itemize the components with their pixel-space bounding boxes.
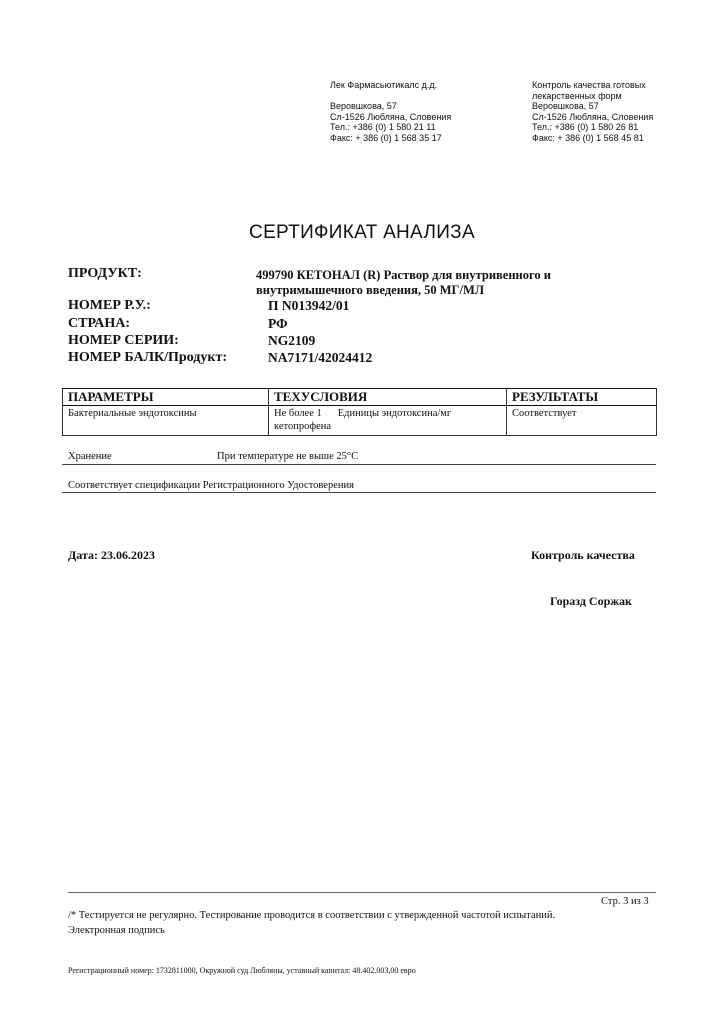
company-street: Веровшкова, 57 bbox=[330, 101, 397, 112]
qc-address-block bbox=[532, 80, 653, 144]
parameter-cell: Бактериальные эндотоксины bbox=[63, 406, 269, 436]
company-fax: Факс: + 386 (0) 1 568 35 17 bbox=[330, 132, 442, 143]
company-address-block bbox=[330, 80, 451, 144]
signer-name: Горазд Соржак bbox=[550, 594, 632, 608]
company-name: Лек Фармасьютикалс д.д. bbox=[330, 80, 438, 90]
storage-divider bbox=[62, 464, 656, 465]
country-label: СТРАНА: bbox=[68, 316, 130, 331]
qc-city: Сл-1526 Любляна, Словения bbox=[532, 111, 654, 122]
batch-number-value: NG2109 bbox=[268, 333, 316, 348]
certificate-date: Дата: 23.06.2023 bbox=[68, 548, 155, 562]
result-cell: Соответствует bbox=[507, 406, 657, 436]
product-label: ПРОДУКТ: bbox=[68, 266, 142, 281]
page-number: Стр. 3 из 3 bbox=[601, 896, 649, 907]
company-city: Сл-1526 Любляна, Словения bbox=[330, 111, 452, 122]
batch-number-label: НОМЕР СЕРИИ: bbox=[68, 333, 179, 348]
quality-control-label: Контроль качества bbox=[531, 548, 635, 562]
header-results: РЕЗУЛЬТАТЫ bbox=[507, 389, 657, 406]
registration-info: Регистрационный номер: 1732811000, Окружной суд Любляны, уставный капитал: 48.402.003,00 евро bbox=[68, 966, 416, 975]
storage-label: Хранение bbox=[68, 451, 112, 462]
bulk-number-value: NA7171/42024412 bbox=[268, 350, 373, 365]
header-parameters: ПАРАМЕТРЫ bbox=[63, 389, 269, 406]
parameters-table bbox=[62, 388, 657, 436]
footnote: /* Тестируется не регулярно. Тестирование проводится в соответствии с утвержденной частотой испытаний. bbox=[68, 910, 556, 921]
header-specifications: ТЕХУСЛОВИЯ bbox=[269, 389, 507, 406]
reg-number-label: НОМЕР Р.У.: bbox=[68, 298, 151, 313]
footer-divider bbox=[68, 892, 656, 893]
qc-fax: Факс: + 386 (0) 1 568 45 81 bbox=[532, 132, 644, 143]
document-title: СЕРТИФИКАТ АНАЛИЗА bbox=[249, 222, 475, 243]
spec-limit: Не более 1 bbox=[274, 408, 322, 419]
table-header-row bbox=[63, 389, 657, 406]
bulk-number-label: НОМЕР БАЛК/Продукт: bbox=[68, 350, 227, 365]
address-blank-line bbox=[330, 91, 451, 102]
qc-street: Веровшкова, 57 bbox=[532, 101, 599, 112]
product-value-line2: внутримышечного введения, 50 МГ/МЛ bbox=[256, 283, 485, 297]
product-value-line1: 499790 КЕТОНАЛ (R) Раствор для внутривенного и bbox=[256, 268, 551, 282]
qc-department-line2: лекарственных форм bbox=[532, 90, 622, 101]
conformity-statement: Соответствует спецификации Регистрационного Удостоверения bbox=[68, 480, 354, 491]
electronic-signature-note: Электронная подпись bbox=[68, 925, 165, 936]
qc-phone: Тел.: +386 (0) 1 580 26 81 bbox=[532, 122, 639, 133]
qc-department-line1: Контроль качества готовых bbox=[532, 80, 646, 90]
table-row bbox=[63, 406, 657, 436]
specification-cell bbox=[269, 406, 507, 436]
reg-number-value: П N013942/01 bbox=[268, 298, 350, 313]
country-value: РФ bbox=[268, 316, 288, 331]
company-phone: Тел.: +386 (0) 1 580 21 11 bbox=[330, 122, 436, 133]
conformity-divider bbox=[62, 492, 656, 493]
storage-value: При температуре не выше 25°C bbox=[217, 451, 359, 462]
spec-unit-line2: кетопрофена bbox=[274, 420, 332, 432]
spec-unit: Единицы эндотоксина/мг bbox=[337, 408, 452, 419]
